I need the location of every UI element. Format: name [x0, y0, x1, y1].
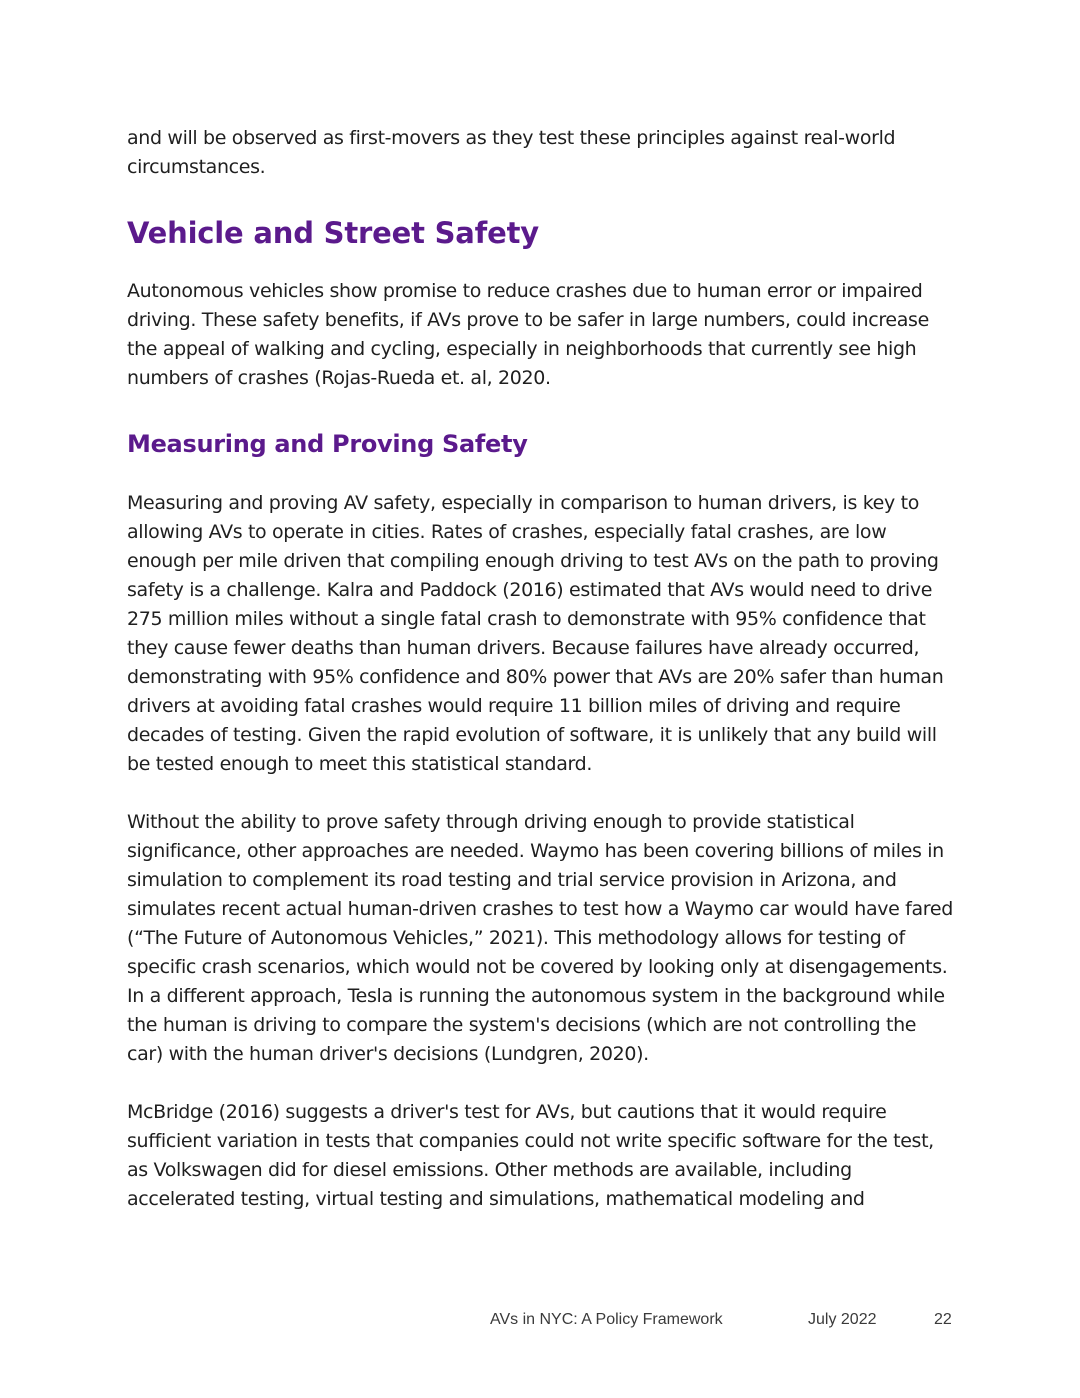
section-paragraph: Autonomous vehicles show promise to reduce crashes due to human error or impaired driving. These safety benefits, if AVs prove to be safer in large numbers, could increase the appeal of walking and cycling, especially in neighborhoods that currently see high numbers of crashes (Rojas-Rueda et. al, 2020.: [127, 280, 929, 389]
body-paragraph-2: Without the ability to prove safety through driving enough to provide statistical significance, other approaches are needed. Waymo has been covering billions of miles in simulation to complement its road testing and trial service provision in Arizona, and simulates recent actual human-driven crashes to test how a Waymo car would have fared (“The Future of Autonomous Vehicles,” 2021). This methodology allows for testing of specific crash scenarios, which would not be covered by looking only at disengagements. In a different approach, Tesla is running the autonomous system in the background while the human is driving to compare the system's decisions (which are not controlling the car) with the human driver's decisions (Lundgren, 2020).: [127, 811, 953, 1065]
page-footer: [0, 1308, 1080, 1334]
body-paragraph-3: McBridge (2016) suggests a driver's test for AVs, but cautions that it would require sufficient variation in tests that companies could not write specific software for the test, as Volkswagen did for diesel emissions. Other methods are available, including accelerated testing, virtual testing and simulations, mathematical modeling and: [127, 1101, 934, 1210]
document-page: [127, 124, 957, 1214]
subsection-heading: Measuring and Proving Safety: [127, 430, 528, 458]
footer-title: AVs in NYC: A Policy Framework: [490, 1311, 723, 1328]
section-heading: Vehicle and Street Safety: [127, 216, 539, 250]
body-paragraph-1: Measuring and proving AV safety, especially in comparison to human drivers, is key to allowing AVs to operate in cities. Rates of crashes, especially fatal crashes, are low enough per mile driven that compiling enough driving to test AVs on the path to proving safety is a challenge. Kalra and Paddock (2016) estimated that AVs would need to drive 275 million miles without a single fatal crash to demonstrate with 95% confidence that they cause fewer deaths than human drivers. Because failures have already occurred, demonstrating with 95% confidence and 80% power that AVs are 20% safer than human drivers at avoiding fatal crashes would require 11 billion miles of driving and require decades of testing. Given the rapid evolution of software, it is unlikely that any build will be tested enough to meet this statistical standard.: [127, 492, 944, 775]
footer-page-number: 22: [934, 1311, 952, 1328]
intro-paragraph: and will be observed as first-movers as they test these principles against real-world circumstances.: [127, 127, 896, 178]
footer-date: July 2022: [808, 1311, 877, 1328]
